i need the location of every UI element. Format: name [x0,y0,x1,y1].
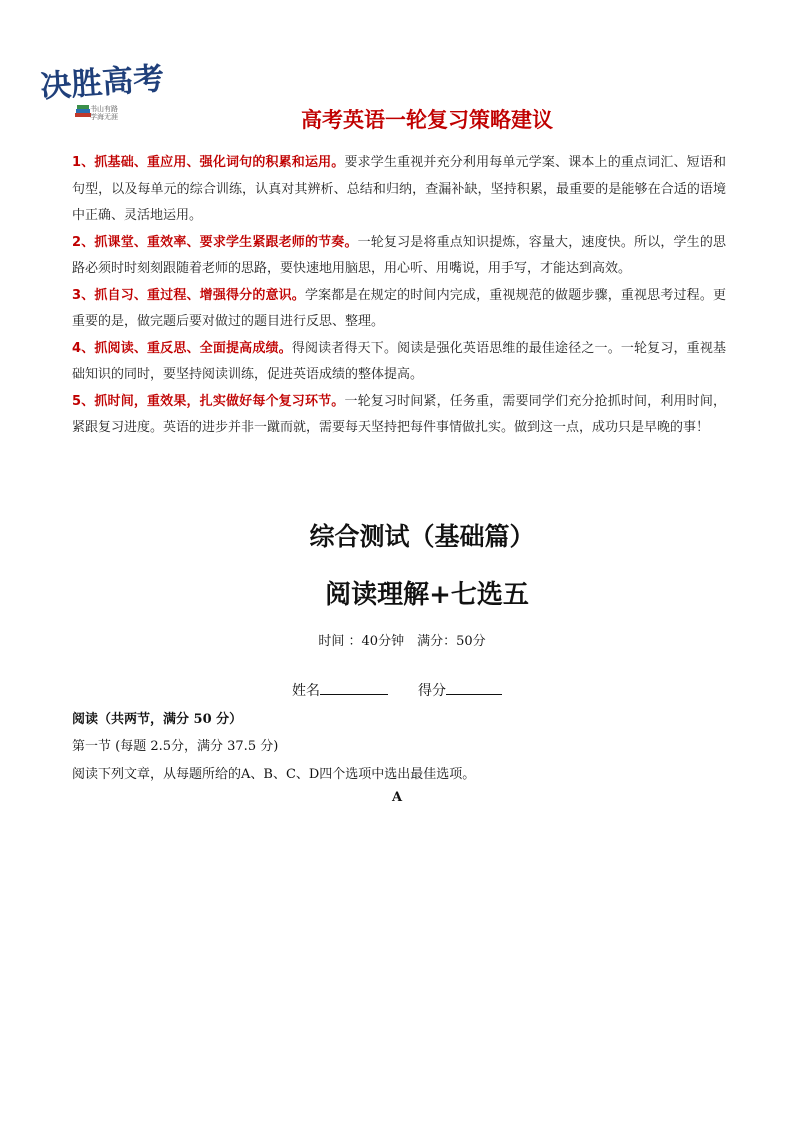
tip-item [72,230,726,283]
tip-item [72,283,726,336]
logo-brand-text: 决胜高考 [39,60,166,106]
tip-lead: 5、抓时间，重效果，扎实做好每个复习环节。 [72,393,345,409]
tip-lead: 1、抓基础、重应用、强化词句的积累和运用。 [72,155,345,170]
tip-item [72,150,726,230]
logo-tagline: 书山有路 学海无涯 [90,105,118,121]
test-meta: 时间 ：40分钟 满分：50分 [318,634,486,649]
tip-item [72,336,726,389]
page-title: 高考英语一轮复习策略建议 [301,108,553,132]
instruction-text: 阅读下列文章，从每题所给的A、B、C、D四个选项中选出最佳选项。 [72,767,476,782]
score-label: 得分 [418,683,446,699]
part-heading: 阅读（共两节，满分 50 分） [72,712,243,727]
strategy-tips [72,150,726,442]
tip-text: 学案都是在规定的时间内完成，重视规范的做题步骤，重视思考过程。更重要的是，做完题后要对做过的题目进行反思、整理。 [72,287,726,329]
name-label: 姓名 [292,683,320,699]
tip-lead: 4、抓阅读、重反思、全面提高成绩。 [72,340,292,356]
test-subtitle: 阅读理解+七选五 [325,580,529,610]
tip-text: 得阅读者得天下。阅读是强化英语思维的最佳途径之一。一轮复习，重视基础知识的同时，要坚持阅读训练，促进英语成绩的整体提高。 [72,340,726,382]
name-score-row [0,680,794,700]
tip-lead: 2、抓课堂、重效率、要求学生紧跟老师的节奏。 [72,234,358,250]
score-blank[interactable] [446,680,502,695]
section-heading: 第一节 (每题 2.5分，满分 37.5 分) [72,739,279,754]
tip-text: 要求学生重视并充分利用每单元学案、课本上的重点词汇、短语和句型，以及每单元的综合训练，认真对其辨析、总结和归纳，查漏补缺，坚持积累，最重要的是能够在合适的语境中正确、灵活地运用。 [72,155,726,223]
passage-label: A [391,790,403,805]
test-title: 综合测试（基础篇） [309,522,535,551]
tip-text: 一轮复习时间紧，任务重，需要同学们充分抢抓时间，利用时间，紧跟复习进度。英语的进步并非一蹴而就，需要每天坚持把每件事情做扎实。做到这一点，成功只是早晚的事！ [72,393,726,435]
tip-item [72,389,726,442]
name-blank[interactable] [320,680,388,695]
tip-lead: 3、抓自习、重过程、增强得分的意识。 [72,287,305,303]
tip-text: 一轮复习是将重点知识提炼，容量大，速度快。所以，学生的思路必须时时刻刻跟随着老师的思路，要快速地用脑思，用心听、用嘴说，用手写，才能达到高效。 [72,234,726,276]
